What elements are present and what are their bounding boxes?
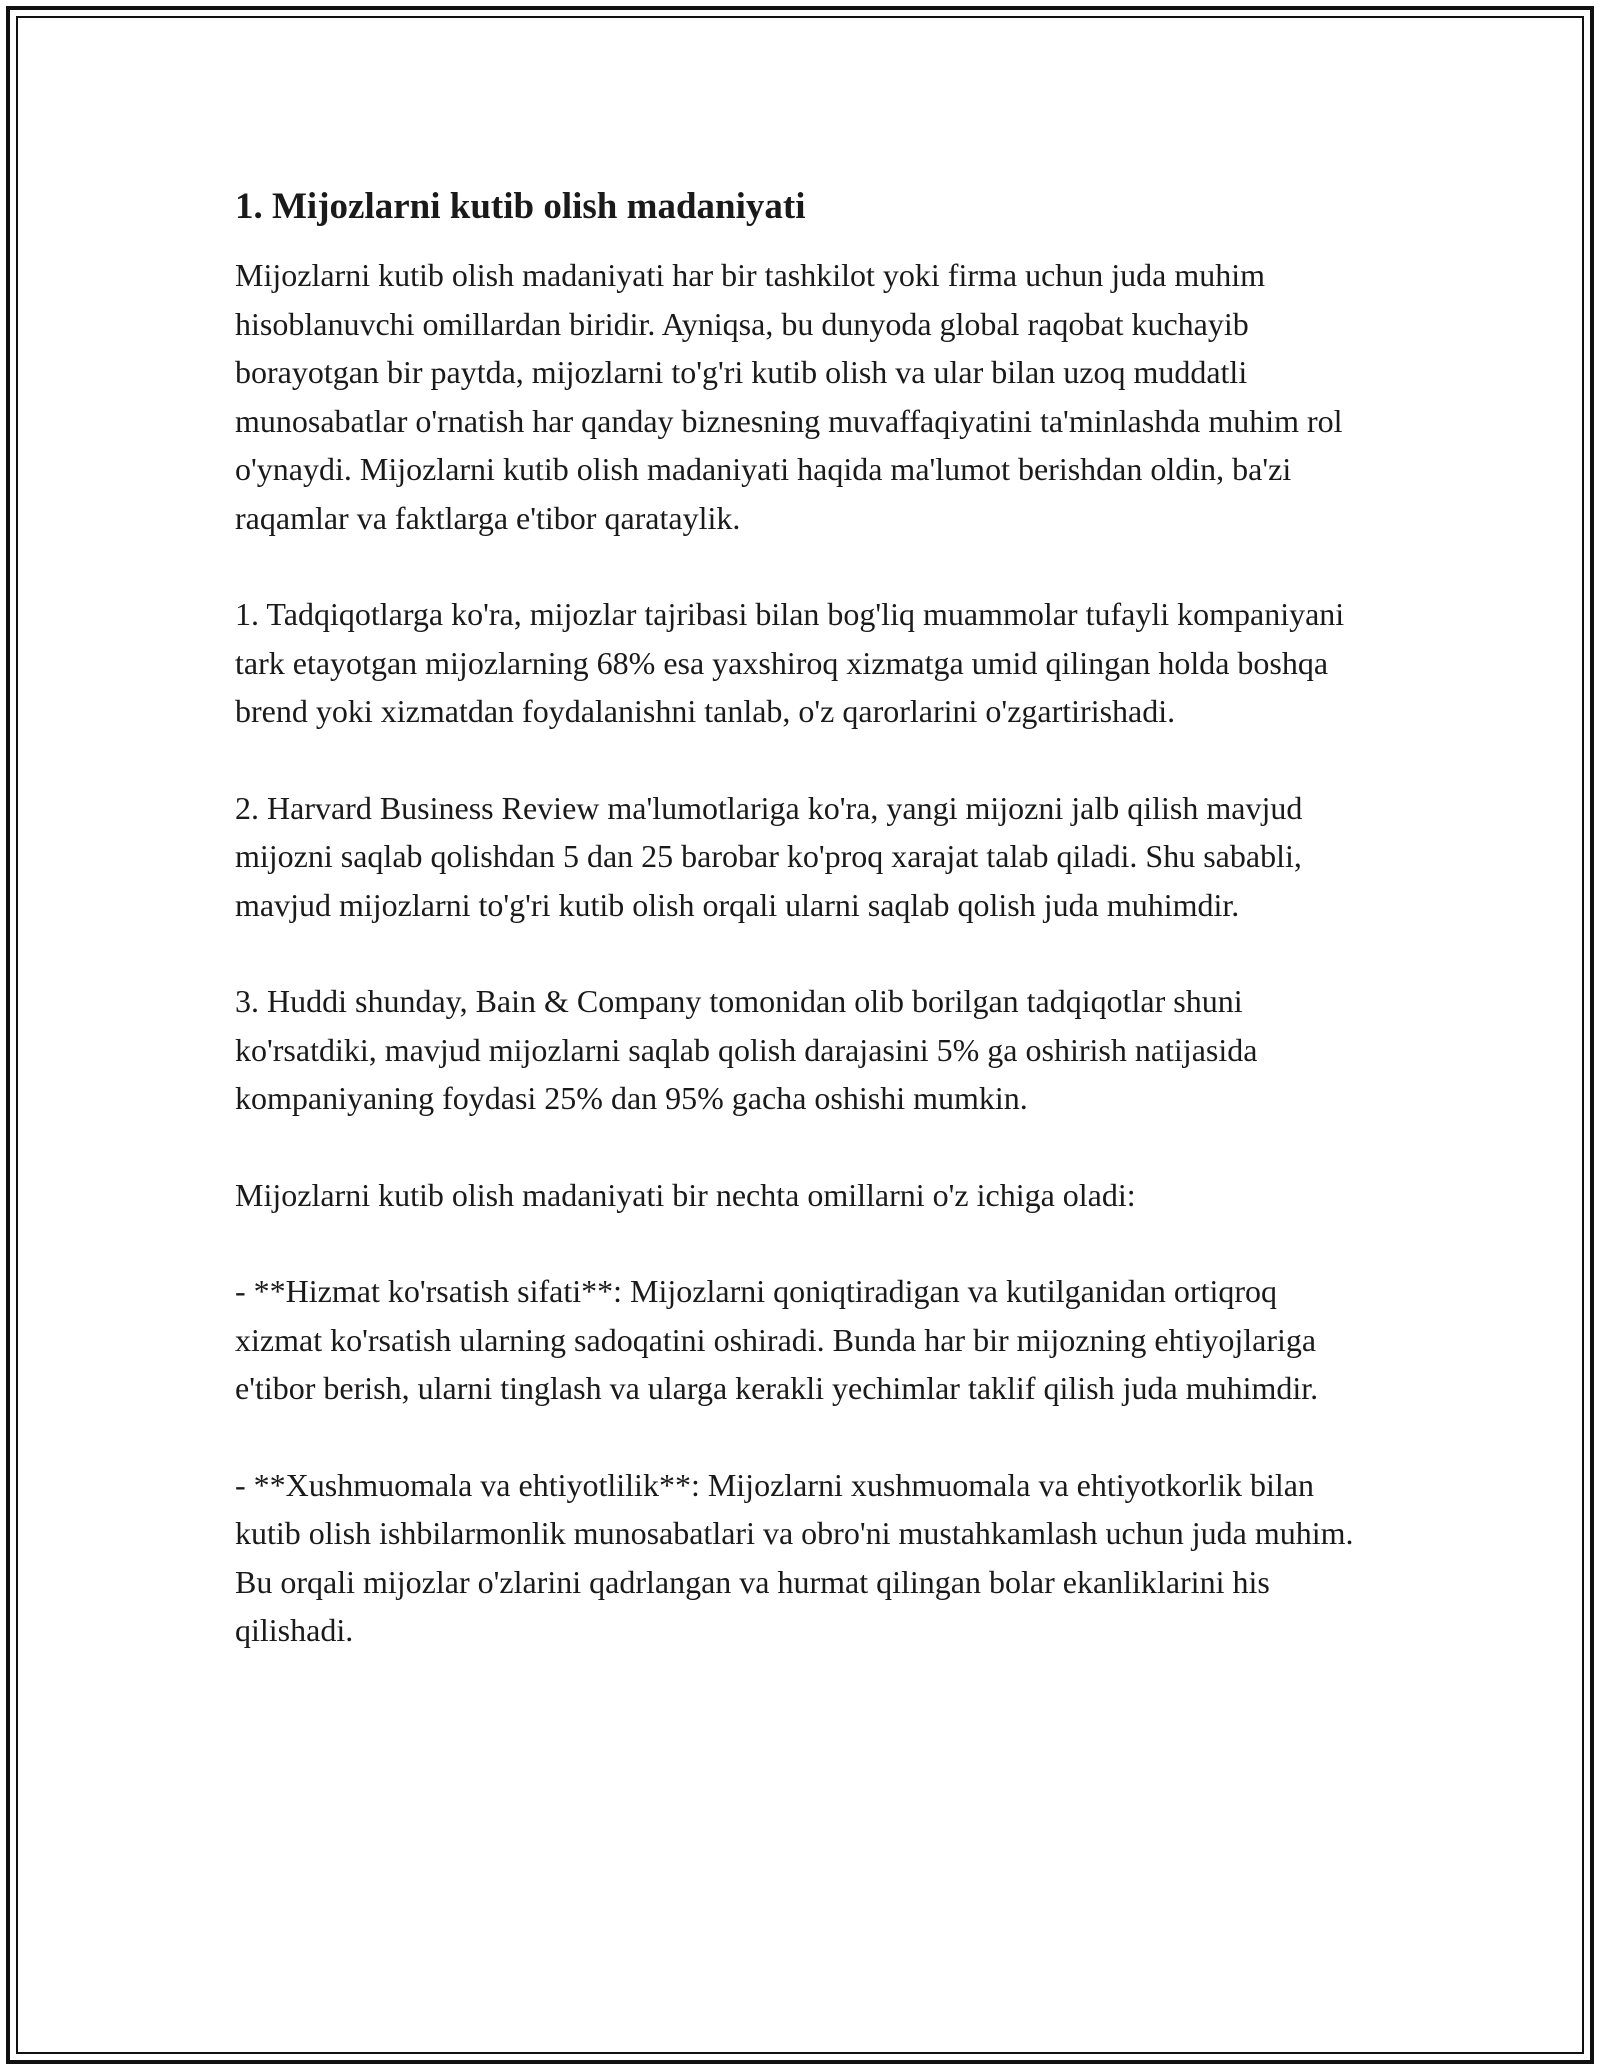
document-title: 1. Mijozlarni kutib olish madaniyati bbox=[235, 186, 806, 227]
document-body bbox=[235, 183, 1365, 1655]
fact-2-paragraph: 2. Harvard Business Review ma'lumotlariga ko'ra, yangi mijozni jalb qilish mavjud mijozni saqlab qolishdan 5 dan 25 barobar ko'proq xarajat talab qiladi. Shu sababli, mavjud mijozlarni to'g'ri kutib olish orqali ularni saqlab qolish juda muhimdir. bbox=[235, 789, 1303, 923]
factors-intro-paragraph: Mijozlarni kutib olish madaniyati bir nechta omillarni o'z ichiga oladi: bbox=[235, 1176, 1136, 1213]
intro-paragraph: Mijozlarni kutib olish madaniyati har bir tashkilot yoki firma uchun juda muhim hisoblanuvchi omillardan biridir. Ayniqsa, bu dunyoda global raqobat kuchayib borayotgan bir paytda, mijozlarni to'g'ri kutib olish va ular bilan uzoq muddatli munosabatlar o'rnatish har qanday biznesning muvaffaqiyatini ta'minlashda muhim rol o'ynaydi. Mijozlarni kutib olish madaniyati haqida ma'lumot berishdan oldin, ba'zi raqamlar va faktlarga e'tibor qarataylik. bbox=[235, 257, 1343, 536]
fact-1-paragraph: 1. Tadqiqotlarga ko'ra, mijozlar tajribasi bilan bog'liq muammolar tufayli kompaniyani tark etayotgan mijozlarning 68% esa yaxshiroq xizmatga umid qilingan holda boshqa brend yoki xizmatdan foydalanishni tanlab, o'z qarorlarini o'zgartirishadi. bbox=[235, 596, 1345, 729]
service-quality-paragraph: - **Hizmat ko'rsatish sifati**: Mijozlarni qoniqtiradigan va kutilganidan ortiqroq xizmat ko'rsatish ularning sadoqatini oshiradi. Bunda har bir mijozning ehtiyojlariga e'tibor berish, ularni tinglash va ularga kerakli yechimlar taklif qilish juda muhimdir. bbox=[235, 1273, 1319, 1406]
courtesy-paragraph: - **Xushmuomala va ehtiyotlilik**: Mijozlarni xushmuomala va ehtiyotkorlik bilan kutib olish ishbilarmonlik munosabatlari va obro'ni mustahkamlash uchun juda muhim. Bu orqali mijozlar o'zlarini qadrlangan va hurmat qilingan bolar ekanliklarini his qilishadi. bbox=[235, 1466, 1354, 1648]
fact-3-paragraph: 3. Huddi shunday, Bain & Company tomonidan olib borilgan tadqiqotlar shuni ko'rsatdiki, mavjud mijozlarni saqlab qolish darajasini 5% ga oshirish natijasida kompaniyaning foydasi 25% dan 95% gacha oshishi mumkin. bbox=[235, 983, 1258, 1116]
